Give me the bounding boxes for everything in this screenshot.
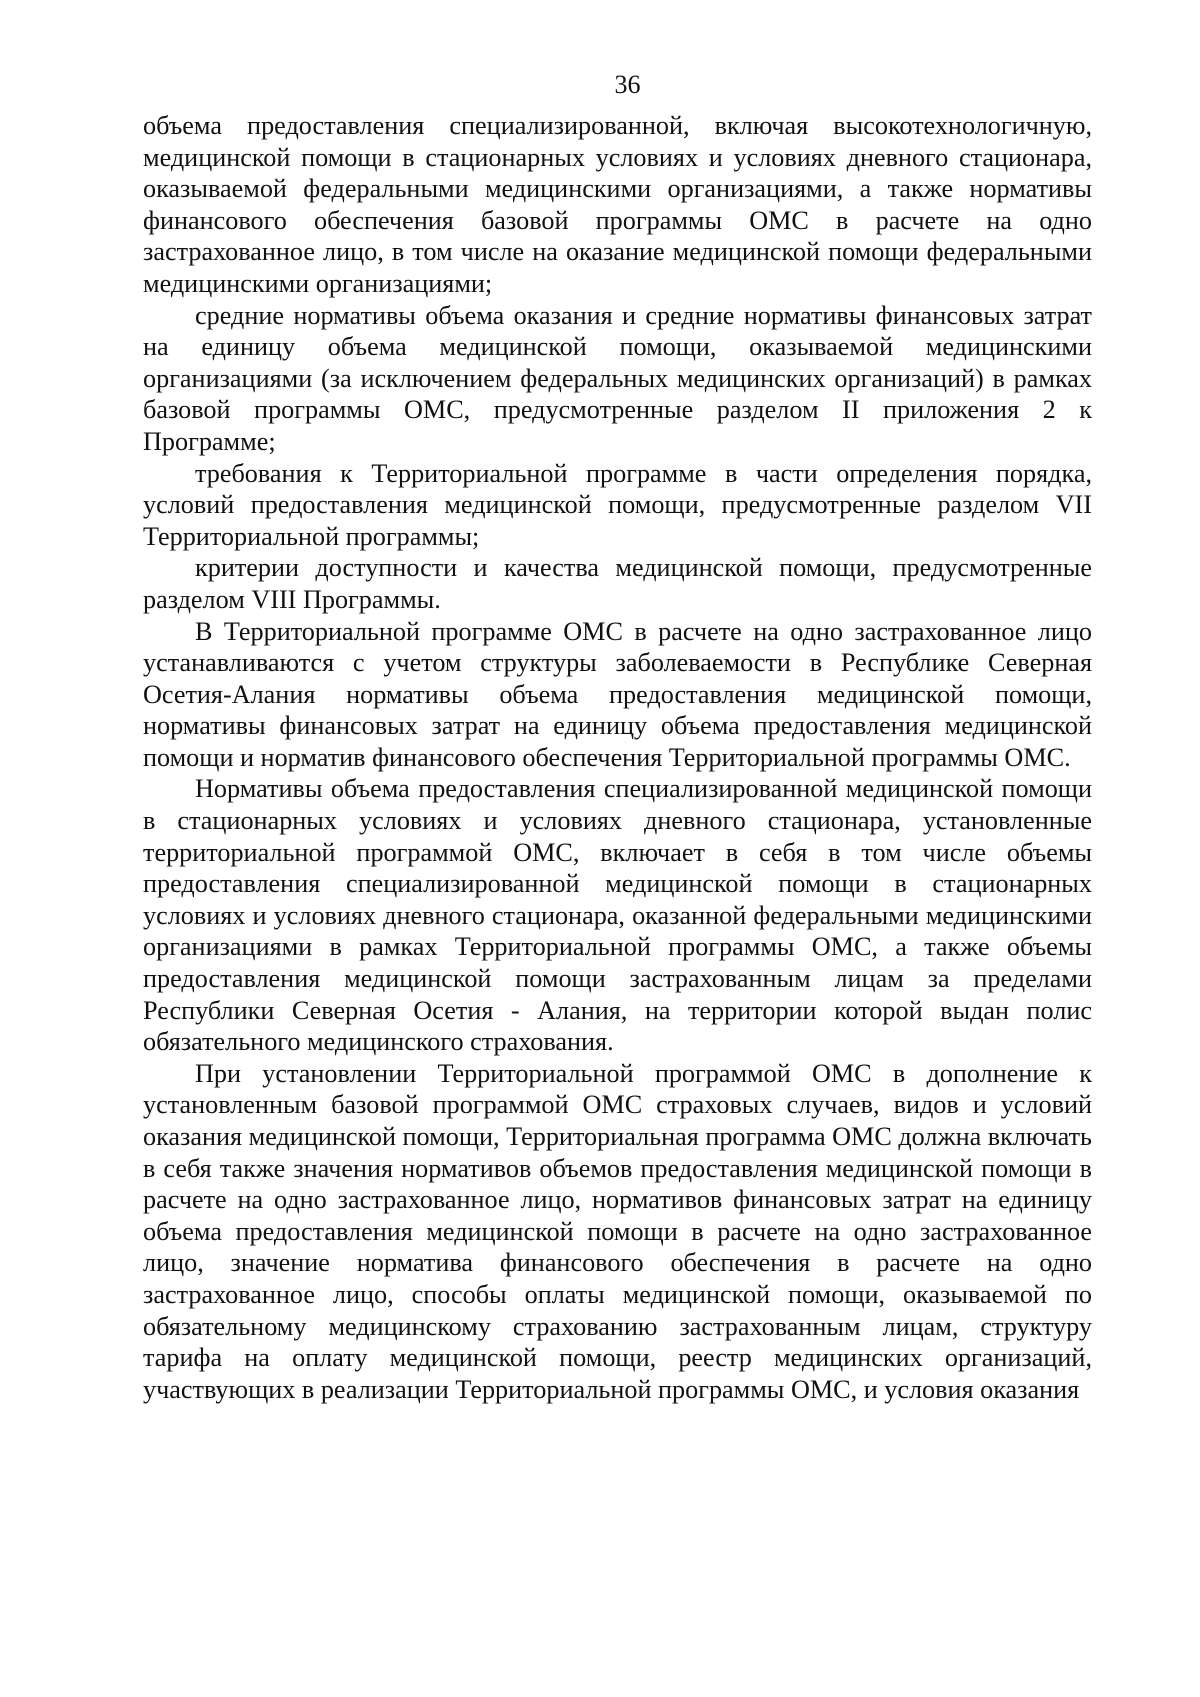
paragraph-5: В Территориальной программе ОМС в расчете на одно застрахованное лицо устанавливаются с учетом структуры заболеваемости в Республике Северная Осетия-Алания нормативы объема предоставления медицинской помощи, нормативы финансовых затрат на единицу объема предоставления медицинской помощи и норматив финансового обеспечения Территориальной программы ОМС. [143, 616, 1092, 772]
page-number: 36 [614, 70, 641, 99]
paragraph-3: требования к Территориальной программе в части определения порядка, условий предоставления медицинской помощи, предусмотренные разделом VII Территориальной программы; [143, 458, 1092, 551]
paragraph-4: критерии доступности и качества медицинской помощи, предусмотренные разделом VIII Программы. [143, 553, 1092, 614]
paragraph-7: При установлении Территориальной программой ОМС в дополнение к установленным базовой программой ОМС страховых случаев, видов и условий оказания медицинской помощи, Территориальная программа ОМС должна включать в себя также значения нормативов объемов предоставления медицинской помощи в расчете на одно застрахованное лицо, нормативов финансовых затрат на единицу объема предоставления медицинской помощи в расчете на одно застрахованное лицо, значение норматива финансового обеспечения в расчете на одно застрахованное лицо, способы оплаты медицинской помощи, оказываемой по обязательному медицинскому страхованию застрахованным лицам, структуру тарифа на оплату медицинской помощи, реестр медицинских организаций, участвующих в реализации Территориальной программы ОМС, и условия оказания [143, 1058, 1092, 1404]
paragraph-6: Нормативы объема предоставления специализированной медицинской помощи в стационарных условиях и условиях дневного стационара, установленные территориальной программой ОМС, включает в себя в том числе объемы предоставления специализированной медицинской помощи в стационарных условиях и условиях дневного стационара, оказанной федеральными медицинскими организациями в рамках Территориальной программы ОМС, а также объемы предоставления медицинской помощи застрахованным лицам за пределами Республики Северная Осетия - Алания, на территории которой выдан полис обязательного медицинского страхования. [143, 774, 1092, 1057]
paragraph-2: средние нормативы объема оказания и средние нормативы финансовых затрат на единицу объема медицинской помощи, оказываемой медицинскими организациями (за исключением федеральных медицинских организаций) в рамках базовой программы ОМС, предусмотренные разделом II приложения 2 к Программе; [143, 300, 1092, 456]
paragraph-1: объема предоставления специализированной, включая высокотехнологичную, медицинской помощи в стационарных условиях и условиях дневного стационара, оказываемой федеральными медицинскими организациями, а также нормативы финансового обеспечения базовой программы ОМС в расчете на одно застрахованное лицо, в том числе на оказание медицинской помощи федеральными медицинскими организациями; [143, 111, 1092, 298]
